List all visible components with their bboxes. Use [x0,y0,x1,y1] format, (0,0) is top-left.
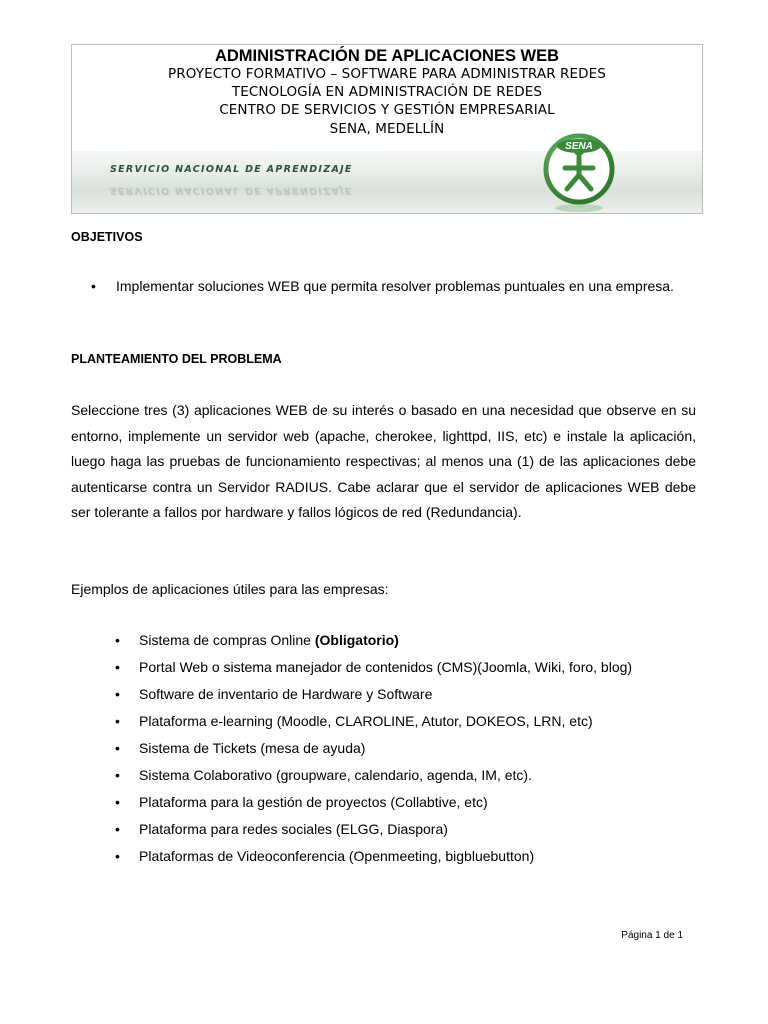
example-text: Plataforma para redes sociales (ELGG, Diaspora) [139,821,448,837]
objetivo-text: Implementar soluciones WEB que permita resolver problemas puntuales en una empresa. [116,278,674,294]
document-title: ADMINISTRACIÓN DE APLICACIONES WEB [214,47,560,65]
list-item [71,681,696,708]
header-line-program: TECNOLOGÍA EN ADMINISTRACIÓN DE REDES [231,84,543,101]
header-line-project: PROYECTO FORMATIVO – SOFTWARE PARA ADMINISTRAR REDES [168,66,606,82]
list-item [71,735,696,762]
bullet-icon: • [115,794,120,810]
list-item [71,654,696,681]
sena-logo [538,131,620,213]
banner-text: SERVICIO NACIONAL DE APRENDIZAJE [110,164,353,175]
bullet-icon: • [115,848,120,864]
example-text: Plataformas de Videoconferencia (Openmeeting, bigbluebutton) [139,848,535,864]
bullet-icon: • [115,632,120,648]
planteamiento-heading: PLANTEAMIENTO DEL PROBLEMA [71,352,282,366]
header-line-location: SENA, MEDELLÍN [329,120,445,137]
problem-paragraph: Seleccione tres (3) aplicaciones WEB de su interés o basado en una necesidad que observe en su entorno, implemente un servidor web (apache, cherokee, lighttpd, IIS, etc) e instale la aplicación, luego haga las pruebas de funcionamiento respectivas; al menos una (1) de las aplicaciones debe autenticarse contra un Servidor RADIUS. Cabe aclarar que el servidor de aplicaciones WEB debe ser tolerante a fallos por hardware y fallos lógicos de red (Redundancia). [71,402,696,521]
bullet-icon: • [115,659,120,675]
bullet-icon: • [115,713,120,729]
example-text: Sistema Colaborativo (groupware, calendario, agenda, IM, etc). [139,767,532,783]
banner-text-reflection: SERVICIO NACIONAL DE APRENDIZAJE [110,185,353,196]
bullet-icon: • [115,686,120,702]
example-text: Sistema de compras Online [139,632,315,648]
list-item [71,708,696,735]
examples-intro: Ejemplos de aplicaciones útiles para las empresas: [71,581,389,597]
example-text: Sistema de Tickets (mesa de ayuda) [139,740,366,756]
list-item [71,762,696,789]
document-header [71,44,703,214]
example-text: Software de inventario de Hardware y Software [139,686,433,702]
objetivos-heading: OBJETIVOS [71,230,143,244]
example-text: Plataforma para la gestión de proyectos (Collabtive, etc) [139,794,488,810]
example-text: Portal Web o sistema manejador de contenidos (CMS)(Joomla, Wiki, foro, blog) [139,659,633,675]
list-item [71,274,696,300]
header-line-center: CENTRO DE SERVICIOS Y GESTIÓN EMPRESARIAL [219,102,555,119]
example-text: Plataforma e-learning (Moodle, CLAROLINE, Atutor, DOKEOS, LRN, etc) [139,713,593,729]
bullet-icon: • [91,278,96,294]
bullet-icon: • [115,821,120,837]
logo-text: SENA [565,141,593,152]
page-number: Página 1 de 1 [621,930,683,941]
list-item [71,843,696,870]
list-item [71,627,696,654]
list-item [71,789,696,816]
examples-list [71,627,696,870]
example-required-note: (Obligatorio) [314,632,399,648]
bullet-icon: • [115,740,120,756]
header-text-block [72,47,702,138]
objetivos-list [71,274,696,300]
bullet-icon: • [115,767,120,783]
list-item [71,816,696,843]
